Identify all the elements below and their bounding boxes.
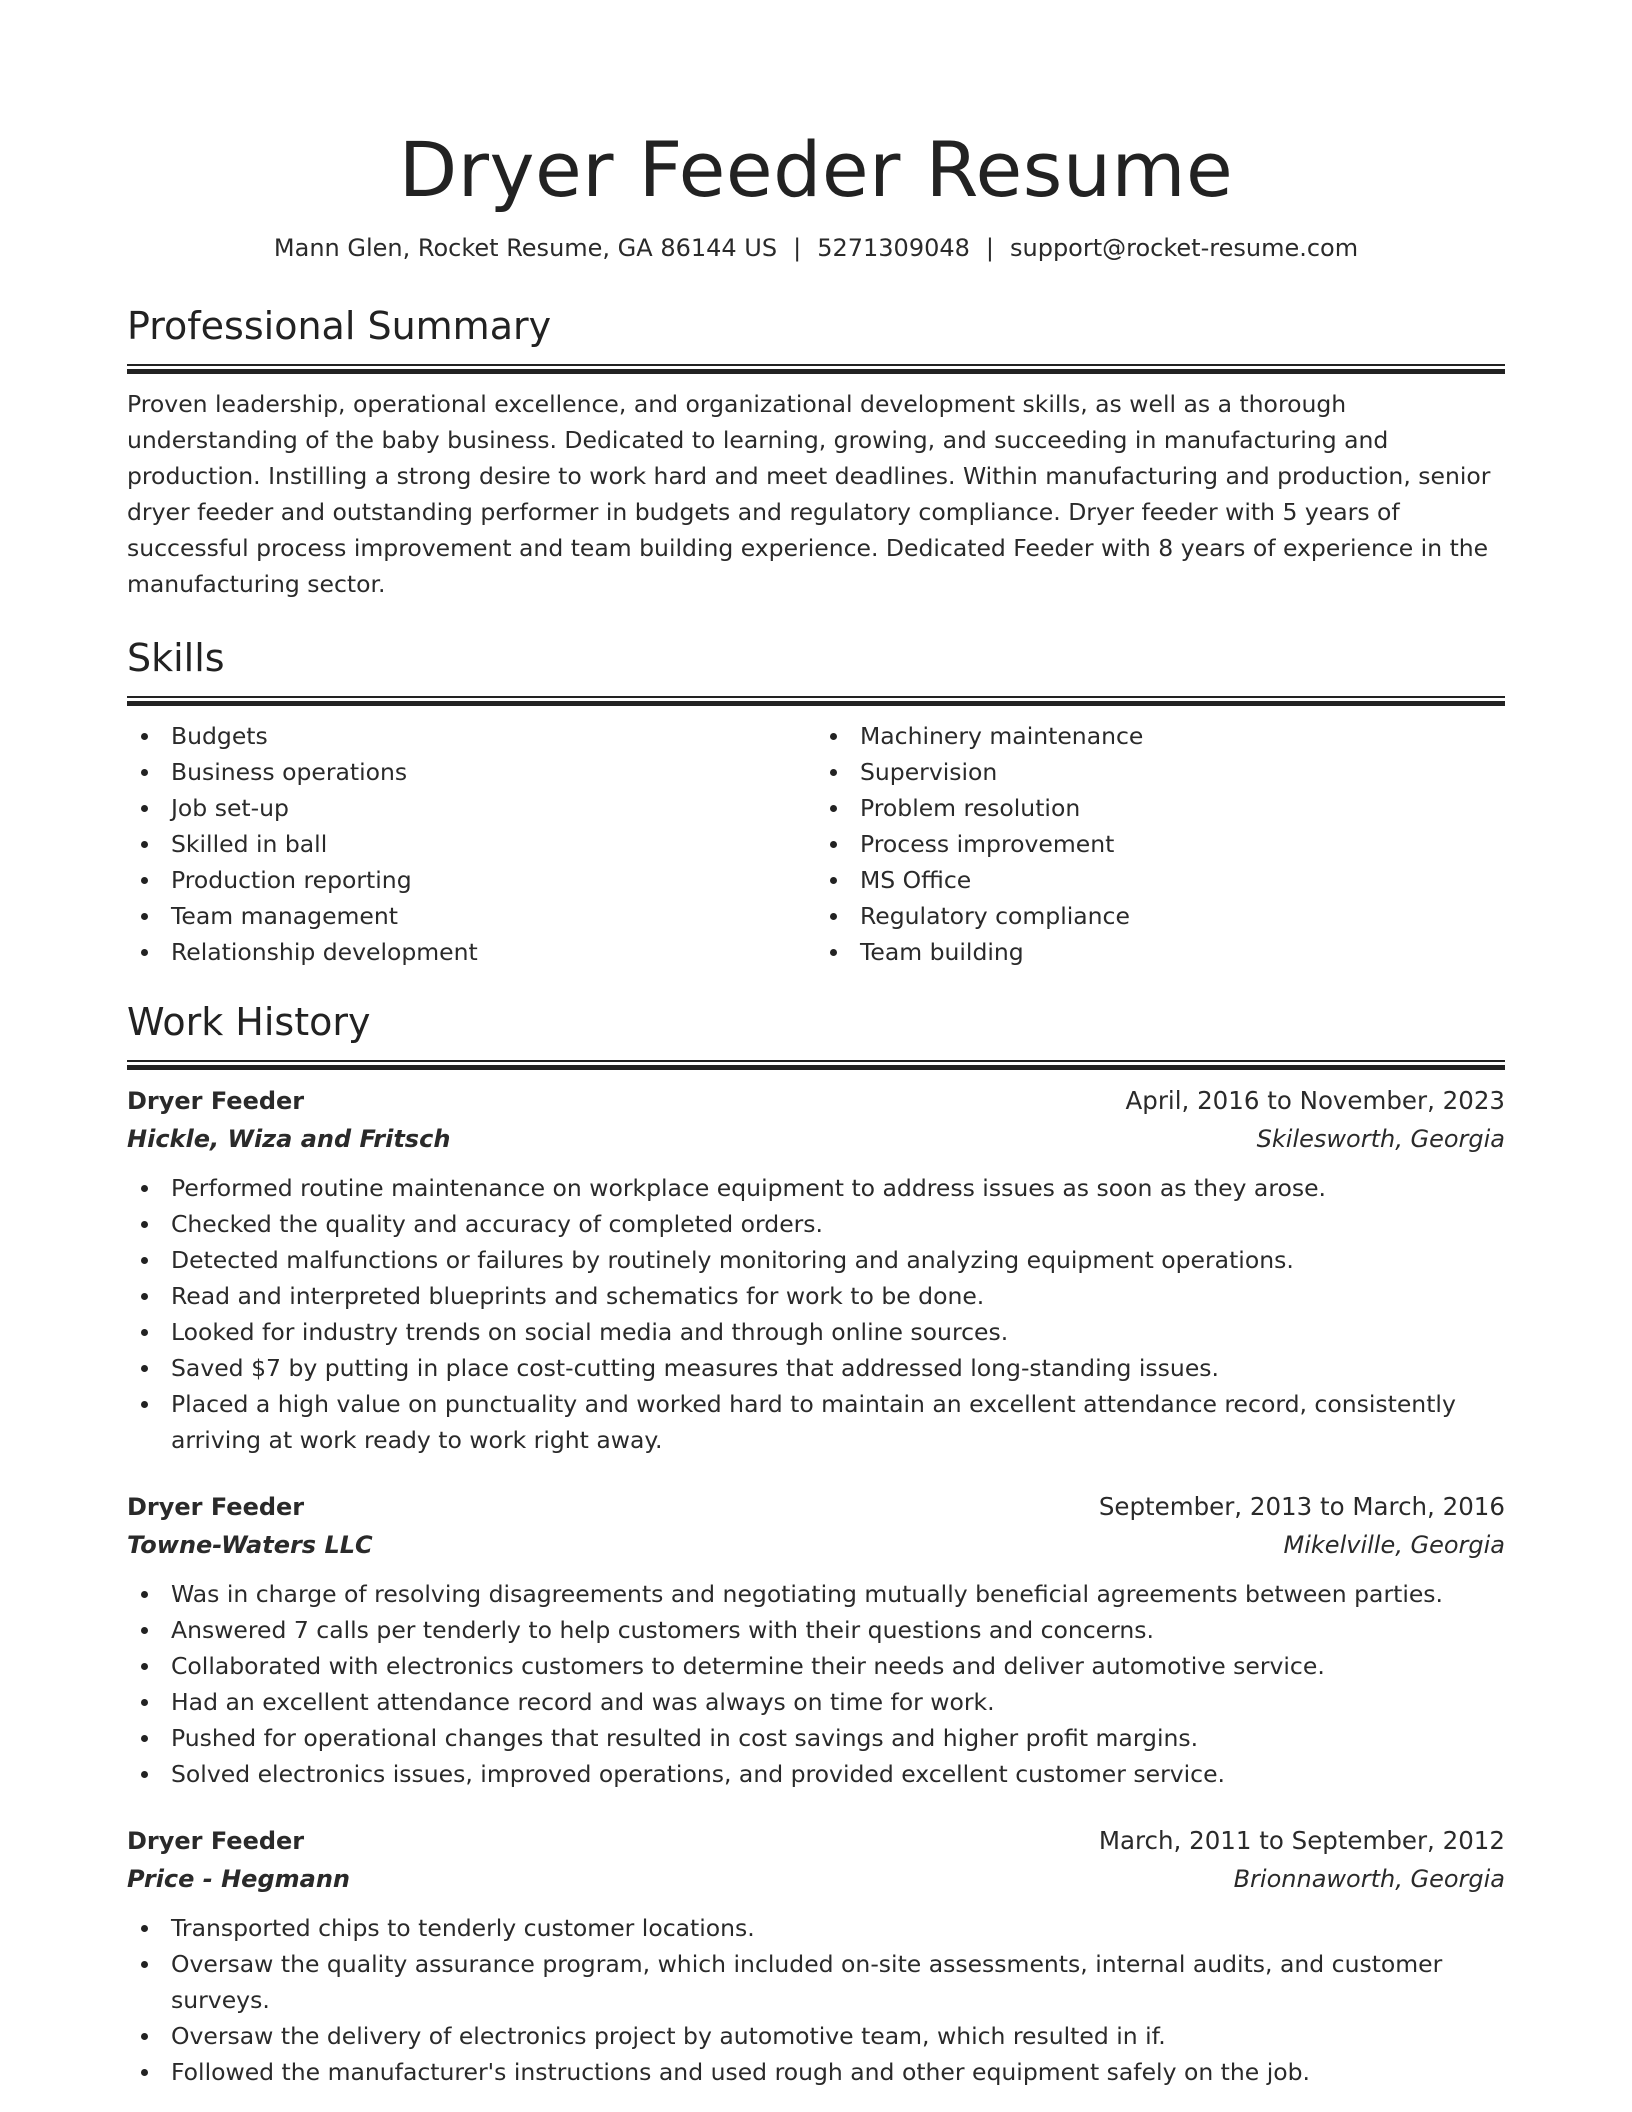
- job-location: Brionnaworth, Georgia: [1233, 1865, 1505, 1893]
- job-title: Dryer Feeder: [127, 1087, 305, 1115]
- skill-item: Team management: [127, 898, 816, 934]
- section-title-summary: Professional Summary: [127, 304, 552, 348]
- job-entry: [127, 1488, 1505, 1792]
- job-title: Dryer Feeder: [127, 1827, 305, 1855]
- contact-address: Mann Glen, Rocket Resume, GA 86144 US: [273, 234, 778, 262]
- job-entry: [127, 1082, 1505, 1458]
- section-title-work: Work History: [127, 1000, 371, 1044]
- section-divider: [127, 1060, 1505, 1070]
- skill-item: Process improvement: [816, 826, 1505, 862]
- skill-item: Regulatory compliance: [816, 898, 1505, 934]
- duty-item: Oversaw the quality assurance program, which included on-site assessments, internal audits, and customer surveys.: [127, 1946, 1505, 2018]
- job-header-row: [127, 1082, 1505, 1120]
- skills-list-left: [127, 718, 816, 970]
- duty-item: Checked the quality and accuracy of completed orders.: [127, 1206, 1505, 1242]
- duty-item: Solved electronics issues, improved operations, and provided excellent customer service.: [127, 1756, 1505, 1792]
- skills-list-right: [816, 718, 1505, 970]
- section-divider: [127, 364, 1505, 374]
- summary-text: Proven leadership, operational excellence, and organizational development skills, as well as a thorough understanding of the baby business. Dedicated to learning, growing, and succeeding in manufacturing and production. Instilling a strong desire to work hard and meet deadlines. Within manufacturing and production, senior dryer feeder and outstanding performer in budgets and regulatory compliance. Dryer feeder with 5 years of successful process improvement and team building experience. Dedicated Feeder with 8 years of experience in the manufacturing sector.: [127, 390, 1491, 598]
- job-dates: March, 2011 to September, 2012: [1098, 1826, 1505, 1855]
- skills-section: [127, 634, 1505, 970]
- job-dates: April, 2016 to November, 2023: [1125, 1086, 1505, 1115]
- skill-item: Business operations: [127, 754, 816, 790]
- duty-item: Followed the manufacturer's instructions and used rough and other equipment safely on the job.: [127, 2054, 1505, 2090]
- contact-line: [127, 232, 1505, 264]
- duty-item: Answered 7 calls per tenderly to help customers with their questions and concerns.: [127, 1612, 1505, 1648]
- duty-item: Collaborated with electronics customers to determine their needs and deliver automotive service.: [127, 1648, 1505, 1684]
- job-company: Hickle, Wiza and Fritsch: [127, 1125, 451, 1153]
- skill-item: MS Office: [816, 862, 1505, 898]
- job-header-row: [127, 1822, 1505, 1860]
- job-company: Price - Hegmann: [127, 1865, 351, 1893]
- duty-item: Placed a high value on punctuality and worked hard to maintain an excellent attendance record, consistently arriving at work ready to work right away.: [127, 1386, 1505, 1458]
- duty-item: Detected malfunctions or failures by routinely monitoring and analyzing equipment operations.: [127, 1242, 1505, 1278]
- job-company-row: [127, 1860, 1505, 1898]
- job-title: Dryer Feeder: [127, 1493, 305, 1521]
- job-company-row: [127, 1526, 1505, 1564]
- contact-phone: 5271309048: [817, 234, 970, 262]
- duty-item: Looked for industry trends on social media and through online sources.: [127, 1314, 1505, 1350]
- skill-item: Supervision: [816, 754, 1505, 790]
- job-header-row: [127, 1488, 1505, 1526]
- skill-item: Problem resolution: [816, 790, 1505, 826]
- job-duties: [127, 1910, 1505, 2090]
- work-history-section: [127, 998, 1505, 2090]
- duty-item: Read and interpreted blueprints and schematics for work to be done.: [127, 1278, 1505, 1314]
- skill-item: Budgets: [127, 718, 816, 754]
- job-duties: [127, 1576, 1505, 1792]
- skill-item: Production reporting: [127, 862, 816, 898]
- section-divider: [127, 696, 1505, 706]
- duty-item: Oversaw the delivery of electronics project by automotive team, which resulted in if.: [127, 2018, 1505, 2054]
- job-dates: September, 2013 to March, 2016: [1098, 1492, 1505, 1521]
- job-duties: [127, 1170, 1505, 1458]
- resume-title: Dryer Feeder Resume: [398, 125, 1234, 214]
- skill-item: Job set-up: [127, 790, 816, 826]
- job-location: Mikelville, Georgia: [1283, 1531, 1505, 1559]
- skill-item: Skilled in ball: [127, 826, 816, 862]
- skill-item: Machinery maintenance: [816, 718, 1505, 754]
- job-company: Towne-Waters LLC: [127, 1531, 373, 1559]
- duty-item: Had an excellent attendance record and was always on time for work.: [127, 1684, 1505, 1720]
- contact-separator: |: [793, 234, 802, 262]
- duty-item: Was in charge of resolving disagreements and negotiating mutually beneficial agreements between parties.: [127, 1576, 1505, 1612]
- section-title-skills: Skills: [127, 636, 225, 680]
- job-entry: [127, 1822, 1505, 2090]
- skills-columns: [127, 718, 1505, 970]
- duty-item: Pushed for operational changes that resulted in cost savings and higher profit margins.: [127, 1720, 1505, 1756]
- duty-item: Performed routine maintenance on workplace equipment to address issues as soon as they arose.: [127, 1170, 1505, 1206]
- job-company-row: [127, 1120, 1505, 1158]
- duty-item: Saved $7 by putting in place cost-cutting measures that addressed long-standing issues.: [127, 1350, 1505, 1386]
- summary-section: [127, 302, 1505, 602]
- skill-item: Relationship development: [127, 934, 816, 970]
- skill-item: Team building: [816, 934, 1505, 970]
- contact-email: support@rocket-resume.com: [1010, 234, 1359, 262]
- job-location: Skilesworth, Georgia: [1256, 1125, 1505, 1153]
- duty-item: Transported chips to tenderly customer locations.: [127, 1910, 1505, 1946]
- contact-separator: |: [985, 234, 994, 262]
